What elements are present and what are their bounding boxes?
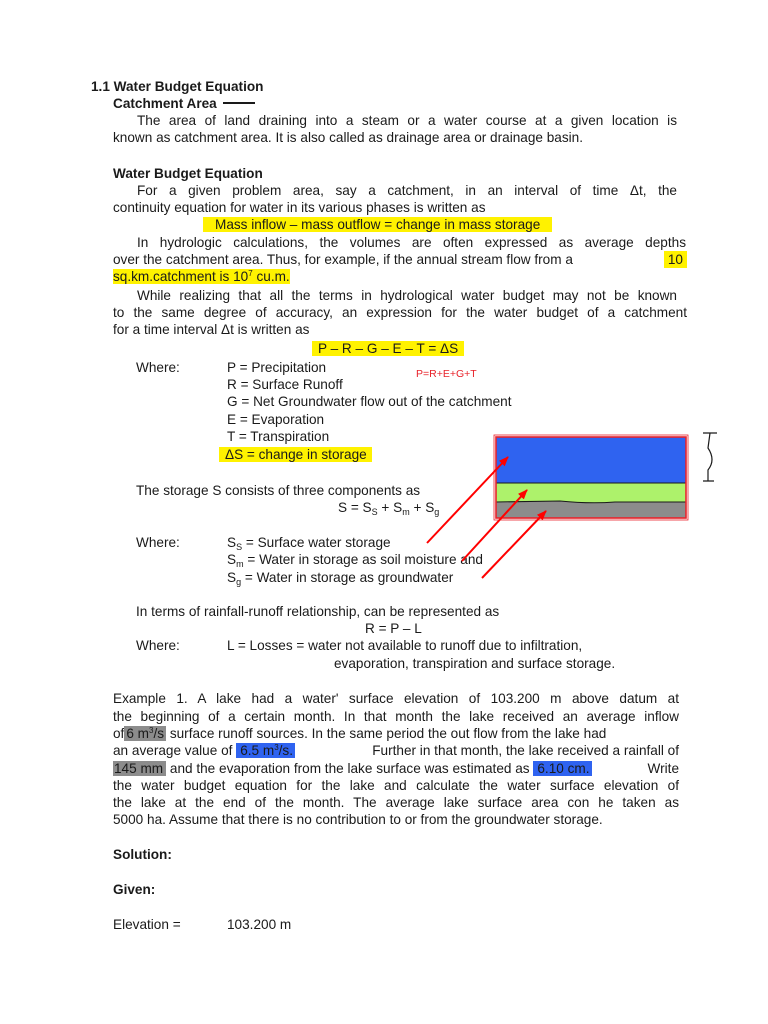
catchment-heading: Catchment Area [113, 95, 255, 112]
example-line-4: an average value of 6.5 $m^3/s$. Further in that month, the lake received a rainfall of [113, 743, 679, 758]
def-e: E = Evaporation [227, 412, 325, 427]
def-g: G = Net Groundwater flow out of the catchment [227, 394, 512, 409]
example-line-7: the lake at the end of the month. The average lake surface area con he taken as [113, 795, 679, 810]
solution-label: Solution: [113, 847, 172, 862]
arrow-soil-moisture [462, 490, 527, 561]
storage-equation: $S = S_S + S_m + S_g$ [338, 500, 440, 517]
handwritten-note: P=R+E+G+T [416, 368, 477, 380]
def-sg: $S_g$ = Water in storage as groundwater [227, 570, 454, 587]
realize-line-1: While realizing that all the terms in hydrological water budget may not be known [137, 288, 677, 303]
def-t: T = Transpiration [227, 429, 330, 444]
catchment-def-line-2: known as catchment area. It is also called as drainage area or drainage basin. [113, 130, 584, 145]
elevation-value: 103.200 m [227, 917, 292, 932]
example-line-5: 145 mm and the evaporation from the lake surface was estimated as 6.10 cm. Write [114, 761, 679, 776]
runoff-intro: In terms of rainfall-runoff relationship, can be represented as [136, 604, 500, 619]
def-delta-s: ΔS = change in storage [219, 446, 372, 463]
realize-line-2: to the same degree of accuracy, an expression for the water budget of a catchment [113, 305, 687, 320]
wbe-intro-line-2: continuity equation for water in its various phases is written as [113, 200, 486, 215]
def-losses-2: evaporation, transpiration and surface storage. [334, 656, 616, 671]
runoff-equation: R = P – L [365, 621, 422, 636]
example-line-1: Example 1. A lake had a water' surface elevation of 103.200 m above datum at [113, 691, 679, 706]
def-p: P = Precipitation [227, 360, 327, 375]
def-sm: $S_m$ = Water in storage as soil moisture and [227, 552, 483, 569]
equation-mass-balance: Mass inflow – mass outflow = change in mass storage [203, 216, 552, 233]
wbe-intro-line-1: For a given problem area, say a catchment, in an interval of time Δt, the [137, 183, 677, 198]
example-line-6: the water budget equation for the lake and calculate the water surface elevation of [113, 778, 679, 793]
arrow-groundwater [482, 511, 546, 578]
example-line-2: the beginning of a certain month. In that month the lake received an average inflow [113, 709, 679, 724]
section-title: 1.1 Water Budget Equation [91, 79, 264, 94]
hydro-line-1: In hydrologic calculations, the volumes are often expressed as average depths [137, 235, 686, 250]
example-line-3: of 6 $m^3/s$ surface runoff sources. In the same period the out flow from the lake had [113, 726, 607, 741]
elevation-label: Elevation = [113, 917, 181, 932]
def-r: R = Surface Runoff [227, 377, 343, 392]
storage-intro: The storage S consists of three components as [136, 483, 421, 498]
example-line-8: 5000 ha. Assume that there is no contribution to or from the groundwater storage. [113, 812, 603, 827]
groundwater-layer [496, 501, 686, 518]
hydro-line-3: sq.km.catchment is $10^7$ cu.m. [113, 269, 290, 284]
equation-water-budget: P – R – G – E – T = ΔS [312, 340, 464, 357]
realize-line-3: for a time interval Δt is written as [113, 322, 310, 337]
wbe-heading: Water Budget Equation [113, 166, 263, 181]
surface-water-layer [496, 437, 686, 483]
def-losses-1: L = Losses = water not available to runoff due to infiltration, [227, 638, 583, 653]
elevation-sketch [703, 433, 717, 481]
where-label-3: Where: [136, 638, 180, 653]
given-label: Given: [113, 882, 156, 897]
where-label-1: Where: [136, 360, 180, 375]
hydro-line-2: over the catchment area. Thus, for example, if the annual stream flow from a 10 [113, 251, 687, 268]
catchment-def-line-1: The area of land draining into a steam or a water course at a given location is [137, 113, 677, 128]
where-label-2: Where: [136, 535, 180, 550]
def-ss: $S_S$ = Surface water storage [227, 535, 391, 552]
